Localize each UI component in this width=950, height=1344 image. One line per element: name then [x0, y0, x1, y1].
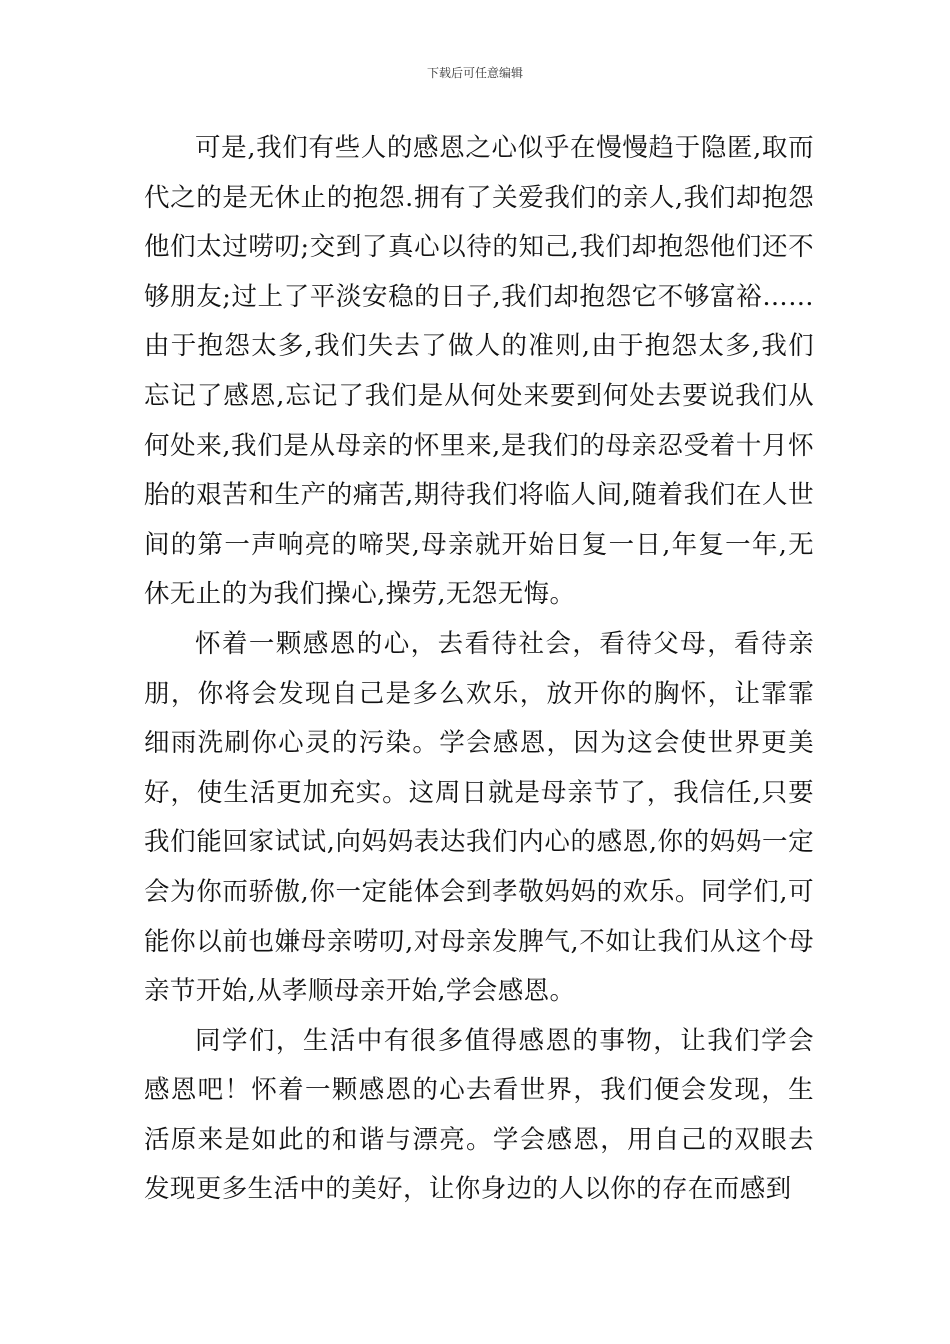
paragraph-2: 怀着一颗感恩的心，去看待社会，看待父母，看待亲朋，你将会发现自己是多么欢乐，放开你的胸怀，让霏霏细雨洗刷你心灵的污染。学会感恩，因为这会使世界更美好，使生活更加充实。这周日就是母亲节了，我信任,只要我们能回家试试,向妈妈表达我们内心的感恩,你的妈妈一定会为你而骄傲,你一定能体会到孝敬妈妈的欢乐。同学们,可能你以前也嫌母亲唠叨,对母亲发脾气,不如让我们从这个母亲节开始,从孝顺母亲开始,学会感恩。: [144, 628, 814, 1007]
paragraph-1: 可是,我们有些人的感恩之心似乎在慢慢趋于隐匿,取而代之的是无休止的抱怨.拥有了关爱我们的亲人,我们却抱怨他们太过唠叨;交到了真心以待的知己,我们却抱怨他们还不够朋友;过上了平淡安稳的日子,我们却抱怨它不够富裕……由于抱怨太多,我们失去了做人的准则,由于抱怨太多,我们忘记了感恩,忘记了我们是从何处来要到何处去要说我们从何处来,我们是从母亲的怀里来,是我们的母亲忍受着十月怀胎的艰苦和生产的痛苦,期待我们将临人间,随着我们在人世间的第一声响亮的啼哭,母亲就开始日复一日,年复一年,无休无止的为我们操心,操劳,无怨无悔。: [144, 133, 814, 610]
document-body: [144, 124, 814, 1215]
page-header: 下载后可任意编辑: [426, 66, 523, 80]
paragraph-3: 同学们，生活中有很多值得感恩的事物，让我们学会感恩吧！怀着一颗感恩的心去看世界，我们便会发现，生活原来是如此的和谐与漂亮。学会感恩，用自己的双眼去发现更多生活中的美好，让你身边的人以你的存在而感到: [144, 1025, 814, 1205]
